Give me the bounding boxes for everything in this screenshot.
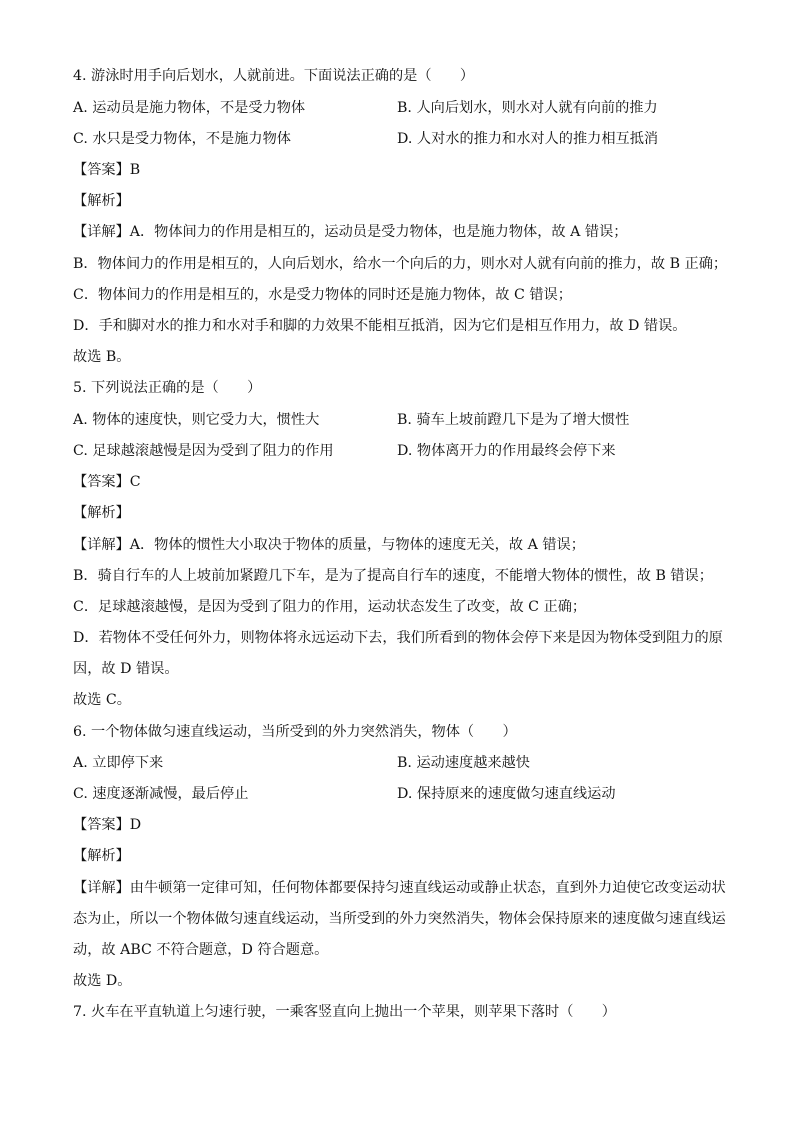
question-6-analysis-heading: 【解析】 (73, 848, 130, 864)
question-4-detail-line: B．物体间力的作用是相互的，人向后划水，给水一个向后的力，则水对人就有向前的推力，故 B 正确； (73, 256, 728, 272)
question-6-answer: 【答案】D (73, 817, 142, 833)
question-4-analysis-heading: 【解析】 (73, 193, 130, 209)
question-5-detail-line: C．足球越滚越慢，是因为受到了阻力的作用，运动状态发生了改变，故 C 正确； (73, 599, 587, 615)
question-5-detail-line: 【详解】A．物体的惯性大小取决于物体的质量，与物体的速度无关，故 A 错误； (73, 537, 585, 553)
question-5-detail-line: B．骑自行车的人上坡前加紧蹬几下车，是为了提高自行车的速度，不能增大物体的惯性，故 B 错误； (73, 568, 713, 584)
question-6-conclusion: 故选 D。 (73, 973, 132, 989)
question-5-option-c: C. 足球越滚越慢是因为受到了阻力的作用 (73, 443, 334, 459)
question-4-detail-line: C．物体间力的作用是相互的，水是受力物体的同时还是施力物体，故 C 错误； (73, 287, 572, 303)
question-6-option-a: A. 立即停下来 (73, 755, 164, 771)
question-6-option-c: C. 速度逐渐减慢，最后停止 (73, 786, 249, 802)
question-4-detail-line: D．手和脚对水的推力和水对手和脚的力效果不能相互抵消，因为它们是相互作用力，故 D 错误。 (73, 318, 687, 334)
question-5-analysis-heading: 【解析】 (73, 505, 130, 521)
question-4-option-a: A. 运动员是施力物体，不是受力物体 (73, 100, 306, 116)
question-6-option-b: B. 运动速度越来越快 (397, 755, 530, 771)
question-4-option-c: C. 水只是受力物体，不是施力物体 (73, 131, 291, 147)
question-4-conclusion: 故选 B。 (73, 349, 131, 365)
question-6-detail-line: 态为止，所以一个物体做匀速直线运动，当所受到的外力突然消失，物体会保持原来的速度做匀速直线运 (73, 911, 726, 927)
question-4-answer: 【答案】B (73, 162, 141, 178)
question-5-option-d: D. 物体离开力的作用最终会停下来 (397, 443, 616, 459)
question-5-stem: 5. 下列说法正确的是（ ） (73, 380, 262, 396)
question-4-option-d: D. 人对水的推力和水对人的推力相互抵消 (397, 131, 659, 147)
question-4-stem: 4. 游泳时用手向后划水，人就前进。下面说法正确的是（ ） (73, 68, 475, 84)
question-5-answer: 【答案】C (73, 474, 141, 490)
question-7-stem: 7. 火车在平直轨道上匀速行驶，一乘客竖直向上抛出一个苹果，则苹果下落时（ ） (73, 1004, 616, 1020)
question-5-option-a: A. 物体的速度快，则它受力大，惯性大 (73, 412, 320, 428)
question-6-option-d: D. 保持原来的速度做匀速直线运动 (397, 786, 616, 802)
question-6-detail-line: 【详解】由牛顿第一定律可知，任何物体都要保持匀速直线运动或静止状态，直到外力迫使它改变运动状 (73, 880, 726, 896)
question-6-stem: 6. 一个物体做匀速直线运动，当所受到的外力突然消失，物体（ ） (73, 724, 517, 740)
question-6-detail-line: 动，故 ABC 不符合题意，D 符合题意。 (73, 942, 329, 958)
question-4-option-b: B. 人向后划水，则水对人就有向前的推力 (397, 100, 658, 116)
question-5-detail-line: D．若物体不受任何外力，则物体将永远运动下去，我们所看到的物体会停下来是因为物体受到阻力的原 (73, 630, 723, 646)
question-5-option-b: B. 骑车上坡前蹬几下是为了增大惯性 (397, 412, 630, 428)
question-5-conclusion: 故选 C。 (73, 692, 131, 708)
question-4-detail-line: 【详解】A．物体间力的作用是相互的，运动员是受力物体，也是施力物体，故 A 错误； (73, 224, 628, 240)
question-5-detail-line: 因，故 D 错误。 (73, 661, 179, 677)
